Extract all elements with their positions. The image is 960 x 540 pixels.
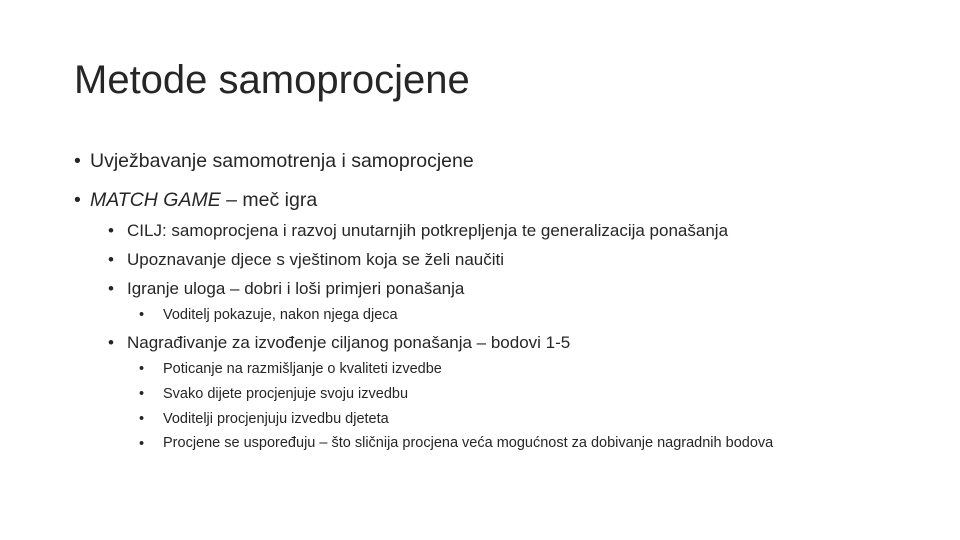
sub-bullet-text: Igranje uloga – dobri i loši primjeri ponašanja xyxy=(127,279,465,298)
sub-sub-bullet-item xyxy=(139,305,398,325)
sub-bullet-item-1 xyxy=(108,219,728,243)
sub-bullet-text: Nagrađivanje za izvođenje ciljanog ponašanja – bodovi 1-5 xyxy=(127,333,571,352)
bullet-dot: • xyxy=(139,307,145,323)
bullet-item-2 xyxy=(74,187,317,213)
bullet-dot: • xyxy=(139,436,145,452)
bullet-dot: • xyxy=(74,189,81,211)
sub-bullet-item-3 xyxy=(108,277,464,301)
reward-sub-text: Voditelji procjenjuju izvedbu djeteta xyxy=(163,411,389,427)
bullet-text: – meč igra xyxy=(220,189,318,211)
sub-bullet-text: CILJ: samoprocjena i razvoj unutarnjih potkrepljenja te generalizacija ponašanja xyxy=(127,221,729,240)
sub-bullet-item-2 xyxy=(108,248,504,272)
bullet-dot: • xyxy=(139,386,145,402)
bullet-dot: • xyxy=(74,150,81,172)
bullet-dot: • xyxy=(108,279,114,298)
reward-sub-text: Svako dijete procjenjuje svoju izvedbu xyxy=(163,386,409,402)
reward-sub-text: Procjene se uspoređuju – što sličnija procjena veća mogućnost za dobivanje nagradnih bodova xyxy=(163,435,774,451)
bullet-dot: • xyxy=(139,411,145,427)
bullet-dot: • xyxy=(139,361,145,377)
reward-sub-item-3 xyxy=(139,409,389,429)
sub-sub-bullet-text: Voditelj pokazuje, nakon njega djeca xyxy=(163,307,398,323)
bullet-text-italic: MATCH GAME xyxy=(90,189,221,211)
bullet-dot: • xyxy=(108,333,114,352)
bullet-dot: • xyxy=(108,221,114,240)
sub-bullet-reward xyxy=(108,331,570,355)
reward-sub-item-4 xyxy=(139,434,853,454)
sub-bullet-text: Upoznavanje djece s vještinom koja se želi naučiti xyxy=(127,250,505,269)
reward-sub-item-1 xyxy=(139,359,442,379)
slide-title: Metode samoprocjene xyxy=(74,58,470,102)
bullet-dot: • xyxy=(108,250,114,269)
reward-sub-text: Poticanje na razmišljanje o kvaliteti izvedbe xyxy=(163,361,442,377)
reward-sub-item-2 xyxy=(139,384,408,404)
bullet-item-1 xyxy=(74,148,474,174)
bullet-text: Uvježbavanje samomotrenja i samoprocjene xyxy=(90,150,474,172)
